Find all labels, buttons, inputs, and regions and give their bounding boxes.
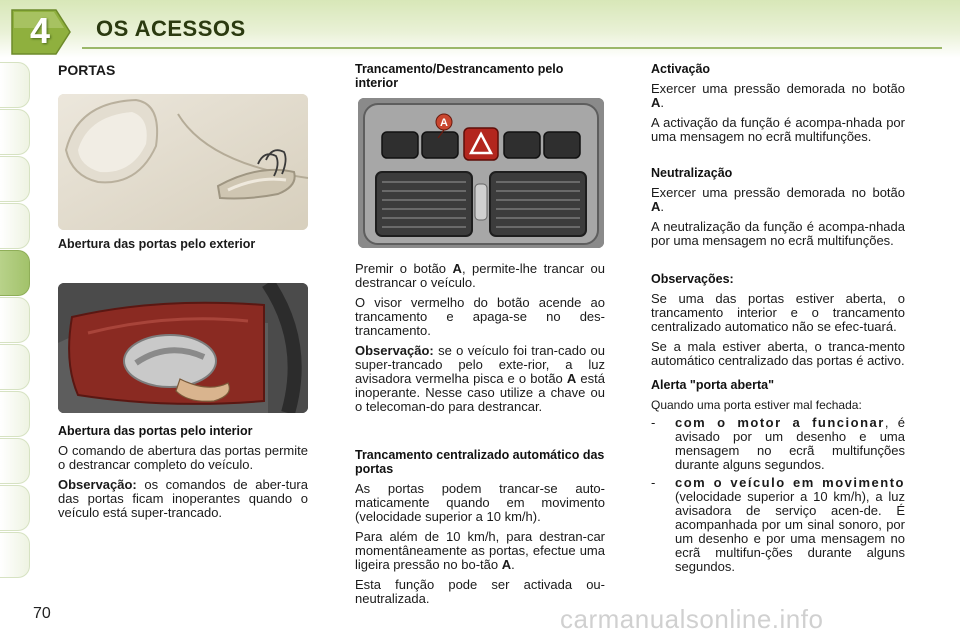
- button-a-marker: A: [440, 117, 448, 129]
- chapter-tab: [0, 250, 30, 296]
- door-open-alert-intro: Quando uma porta estiver mal fechada:: [651, 398, 862, 412]
- text-run: Para além de 10 km/h, para destran-car momentâneamente as portas, efectue uma ligeira pressão no bo-tão: [355, 529, 605, 572]
- button-a-ref: A: [651, 199, 661, 214]
- chapter-tab: [0, 344, 30, 390]
- right-column: [651, 62, 905, 578]
- alert-list-item: [651, 416, 905, 472]
- neutralization-paragraph-1: [651, 186, 905, 214]
- interior-locking-section: [355, 262, 605, 420]
- chapter-tabs: [0, 62, 34, 578]
- text-run: (velocidade superior a 10 km/h), a luz avisadora de serviço acen-de. É acompanhada por um sinal sonoro, por um desenho e por uma mensagem no ecrã multifun-ções durante alguns segundos.: [675, 489, 905, 574]
- interior-door-handle-photo: [58, 283, 308, 413]
- chapter-number: 4: [29, 10, 51, 51]
- interior-locking-paragraph-1: [355, 262, 605, 290]
- chapter-tab: [0, 109, 30, 155]
- page-title: OS ACESSOS: [96, 16, 246, 41]
- activation-paragraph-1: [651, 82, 905, 110]
- exterior-door-handle-photo: [58, 94, 308, 230]
- button-a-ref: A: [566, 371, 577, 386]
- automatic-locking-section: [355, 448, 605, 612]
- chapter-tab: [0, 485, 30, 531]
- button-a-ref: A: [452, 261, 462, 276]
- alert-item-text: [675, 476, 905, 574]
- activation-heading: Activação: [651, 62, 711, 76]
- section-title: PORTAS: [58, 62, 116, 78]
- text-run: se o veículo foi tran-cado ou super-trancado pelo exte-rior, a luz avisadora vermelha pisca e o botão: [355, 343, 605, 386]
- text-run: está inoperante. Nesse caso utilize a chave ou o telecoman-do para destrancar.: [355, 371, 605, 414]
- chapter-tab: [0, 532, 30, 578]
- automatic-locking-paragraph-3: Esta função pode ser activada ou-neutralizada.: [355, 577, 605, 606]
- note-text: os comandos de aber-tura das portas ficam inoperantes quando o veículo está super-trancado.: [58, 477, 308, 520]
- automatic-locking-paragraph-1: As portas podem trancar-se auto-maticamente quando em movimento (velocidade superior a 10 km/h).: [355, 481, 605, 524]
- neutralization-heading: Neutralização: [651, 166, 733, 180]
- interior-locking-heading: Trancamento/Destrancamento pelo interior: [355, 62, 564, 90]
- automatic-locking-heading: Trancamento centralizado automático das portas: [355, 448, 605, 476]
- chapter-tab: [0, 156, 30, 202]
- button-a-ref: A: [501, 557, 512, 572]
- observations-paragraph-2: Se a mala estiver aberta, o tranca-mento automático centralizado das portas é activo.: [651, 339, 905, 368]
- text-run: , permite-lhe trancar ou destrancar o veículo.: [355, 261, 605, 290]
- alert-list-item: [651, 476, 905, 574]
- alert-condition: com o motor a funcionar: [675, 415, 885, 430]
- header-divider: [82, 47, 942, 49]
- neutralization-paragraph-2: A neutralização da função é acompa-nhada por uma mensagem no ecrã multifunções.: [651, 219, 905, 248]
- activation-paragraph-2: A activação da função é acompa-nhada por uma mensagem no ecrã multifunções.: [651, 115, 905, 144]
- interior-locking-paragraph-2: O visor vermelho do botão acende ao trancamento e apaga-se no des-trancamento.: [355, 295, 605, 338]
- automatic-locking-paragraph-2: [355, 530, 605, 572]
- interior-opening-section: [58, 424, 308, 526]
- list-dash: -: [651, 415, 656, 430]
- observations-heading: Observações:: [651, 272, 734, 286]
- text-run: , é avisado por um desenho e uma mensagem no ecrã multifunções durante alguns segundos.: [675, 415, 905, 472]
- text-run: .: [511, 557, 515, 572]
- exterior-opening-caption: Abertura das portas pelo exterior: [58, 237, 256, 251]
- chapter-tab: [0, 297, 30, 343]
- chapter-tab: [0, 62, 30, 108]
- button-a-ref: A: [651, 95, 661, 110]
- list-dash: -: [651, 475, 656, 490]
- text-run: Exercer uma pressão demorada no botão: [651, 185, 905, 200]
- page-number: 70: [33, 605, 51, 622]
- text-run: Exercer uma pressão demorada no botão: [651, 81, 905, 96]
- chapter-tab: [0, 203, 30, 249]
- interior-opening-note: [58, 478, 308, 520]
- note-label: Observação:: [58, 477, 137, 492]
- central-locking-button-photo: [358, 98, 604, 248]
- watermark: carmanualsonline.info: [560, 604, 824, 634]
- door-open-alert-heading: Alerta "porta aberta": [651, 378, 774, 392]
- text-run: Premir o botão: [355, 261, 453, 276]
- text-run: .: [660, 95, 665, 110]
- observations-paragraph-1: Se uma das portas estiver aberta, o trancamento interior e o trancamento centralizado automatico não se efec-tuará.: [651, 291, 905, 334]
- alert-item-text: [675, 416, 905, 472]
- text-run: .: [660, 199, 665, 214]
- note-label: Observação:: [355, 343, 434, 358]
- interior-locking-note: [355, 344, 605, 414]
- interior-opening-paragraph: O comando de abertura das portas permite o destrancar completo do veículo.: [58, 443, 308, 472]
- interior-locking-heading-block: [355, 62, 605, 96]
- chapter-tab: [0, 391, 30, 437]
- interior-opening-heading: Abertura das portas pelo interior: [58, 424, 253, 438]
- chapter-tab: [0, 438, 30, 484]
- alert-condition: com o veículo em movimento: [675, 475, 905, 490]
